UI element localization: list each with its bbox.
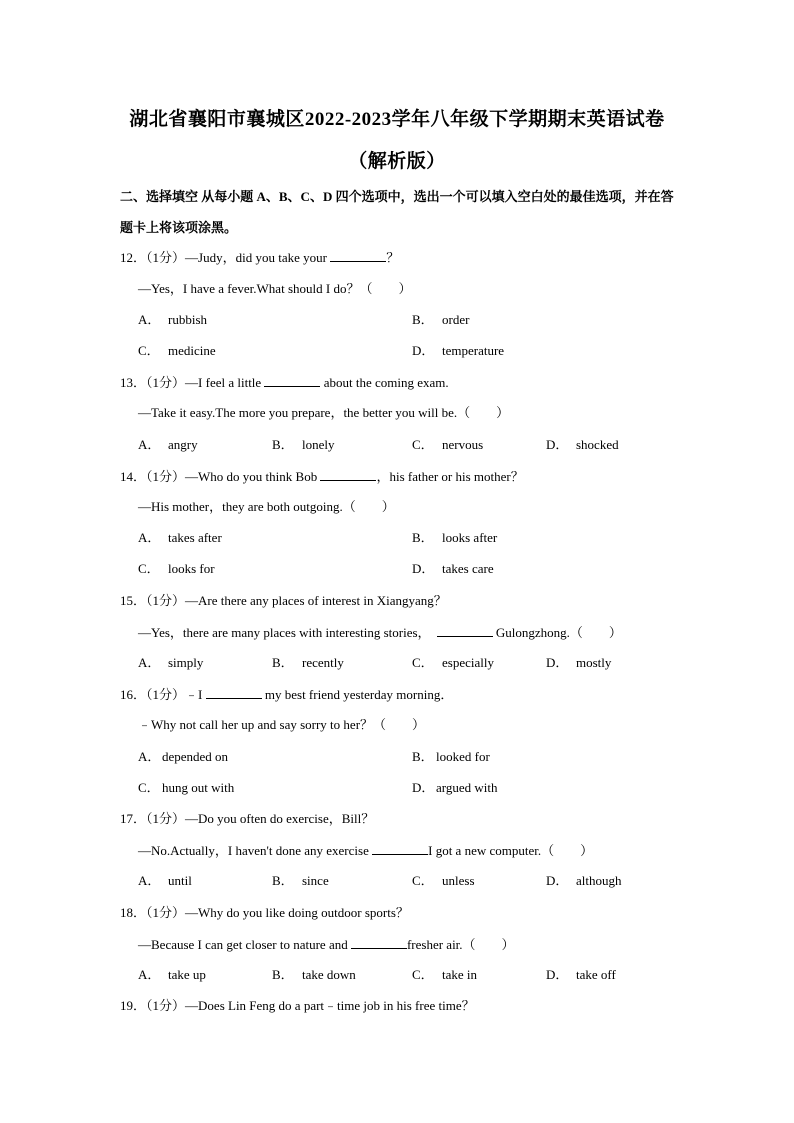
question-13: 13．（1分）—I feel a little about the coming exam. xyxy=(120,375,449,390)
answer-blank xyxy=(330,249,386,262)
question-17: 17．（1分）—Do you often do exercise，Bill？ xyxy=(120,811,375,826)
option-d: D． argued with xyxy=(412,780,498,795)
option-c: C． medicine xyxy=(138,343,216,358)
document-subtitle: （解析版） xyxy=(348,151,446,172)
question-15: 15．（1分）—Are there any places of interest in Xiangyang？ xyxy=(120,593,447,608)
option-b: B． lonely xyxy=(272,437,335,452)
option-a: A． depended on xyxy=(138,749,229,764)
section-heading: 二、选择填空 从每小题 A、B、C、D 四个选项中，选出一个可以填入空白处的最佳选项，并在答题卡上将该项涂黑。 xyxy=(120,189,674,235)
answer-blank xyxy=(264,374,320,387)
option-c: C． especially xyxy=(412,655,494,670)
answer-blank xyxy=(206,686,262,699)
option-b: B． since xyxy=(272,873,329,888)
option-d: D． mostly xyxy=(546,655,612,670)
question-14: 14．（1分）—Who do you think Bob ，his father or his mother？ xyxy=(120,469,524,484)
option-c: C． take in xyxy=(412,967,478,982)
option-a: A． rubbish xyxy=(138,312,207,327)
question-19: 19．（1分）—Does Lin Feng do a part﹣time job in his free time？ xyxy=(120,998,475,1013)
option-a: A． angry xyxy=(138,437,198,452)
option-a: A． until xyxy=(138,873,192,888)
question-13-reply: —Take it easy.The more you prepare，the better you will be.（ ） xyxy=(138,405,510,420)
option-b: B． looks after xyxy=(412,530,498,545)
question-17-reply: —No.Actually，I haven't done any exercise I got a new computer.（ ） xyxy=(138,843,594,858)
option-a: A． takes after xyxy=(138,530,222,545)
question-18-reply: —Because I can get closer to nature and fresher air.（ ） xyxy=(138,937,515,952)
question-14-reply: —His mother，they are both outgoing.（ ） xyxy=(138,499,395,514)
question-18: 18．（1分）—Why do you like doing outdoor sports？ xyxy=(120,905,409,920)
document-title: 湖北省襄阳市襄城区2022-2023学年八年级下学期期末英语试卷 xyxy=(129,109,665,130)
option-d: D． temperature xyxy=(412,343,505,358)
answer-blank xyxy=(351,936,407,949)
option-c: C． nervous xyxy=(412,437,484,452)
answer-blank xyxy=(372,842,428,855)
option-c: C． looks for xyxy=(138,561,215,576)
option-b: B． recently xyxy=(272,655,344,670)
question-16: 16．（1分）﹣I my best friend yesterday morning． xyxy=(120,687,454,702)
option-b: B． looked for xyxy=(412,749,490,764)
option-d: D． takes care xyxy=(412,561,494,576)
answer-blank xyxy=(320,468,376,481)
option-c: C． hung out with xyxy=(138,780,235,795)
option-c: C． unless xyxy=(412,873,475,888)
question-12-reply: —Yes，I have a fever.What should I do？（ ） xyxy=(138,281,412,296)
answer-blank xyxy=(437,624,493,637)
option-a: A． simply xyxy=(138,655,204,670)
option-d: D． shocked xyxy=(546,437,619,452)
option-b: B． order xyxy=(412,312,470,327)
question-16-reply: ﹣Why not call her up and say sorry to her？（ ） xyxy=(138,717,426,732)
option-b: B． take down xyxy=(272,967,356,982)
option-a: A． take up xyxy=(138,967,206,982)
option-d: D． although xyxy=(546,873,622,888)
option-d: D． take off xyxy=(546,967,616,982)
question-12: 12．（1分）—Judy，did you take your ？ xyxy=(120,250,400,265)
question-15-reply: —Yes，there are many places with interesting stories， Gulongzhong.（ ） xyxy=(138,625,622,640)
